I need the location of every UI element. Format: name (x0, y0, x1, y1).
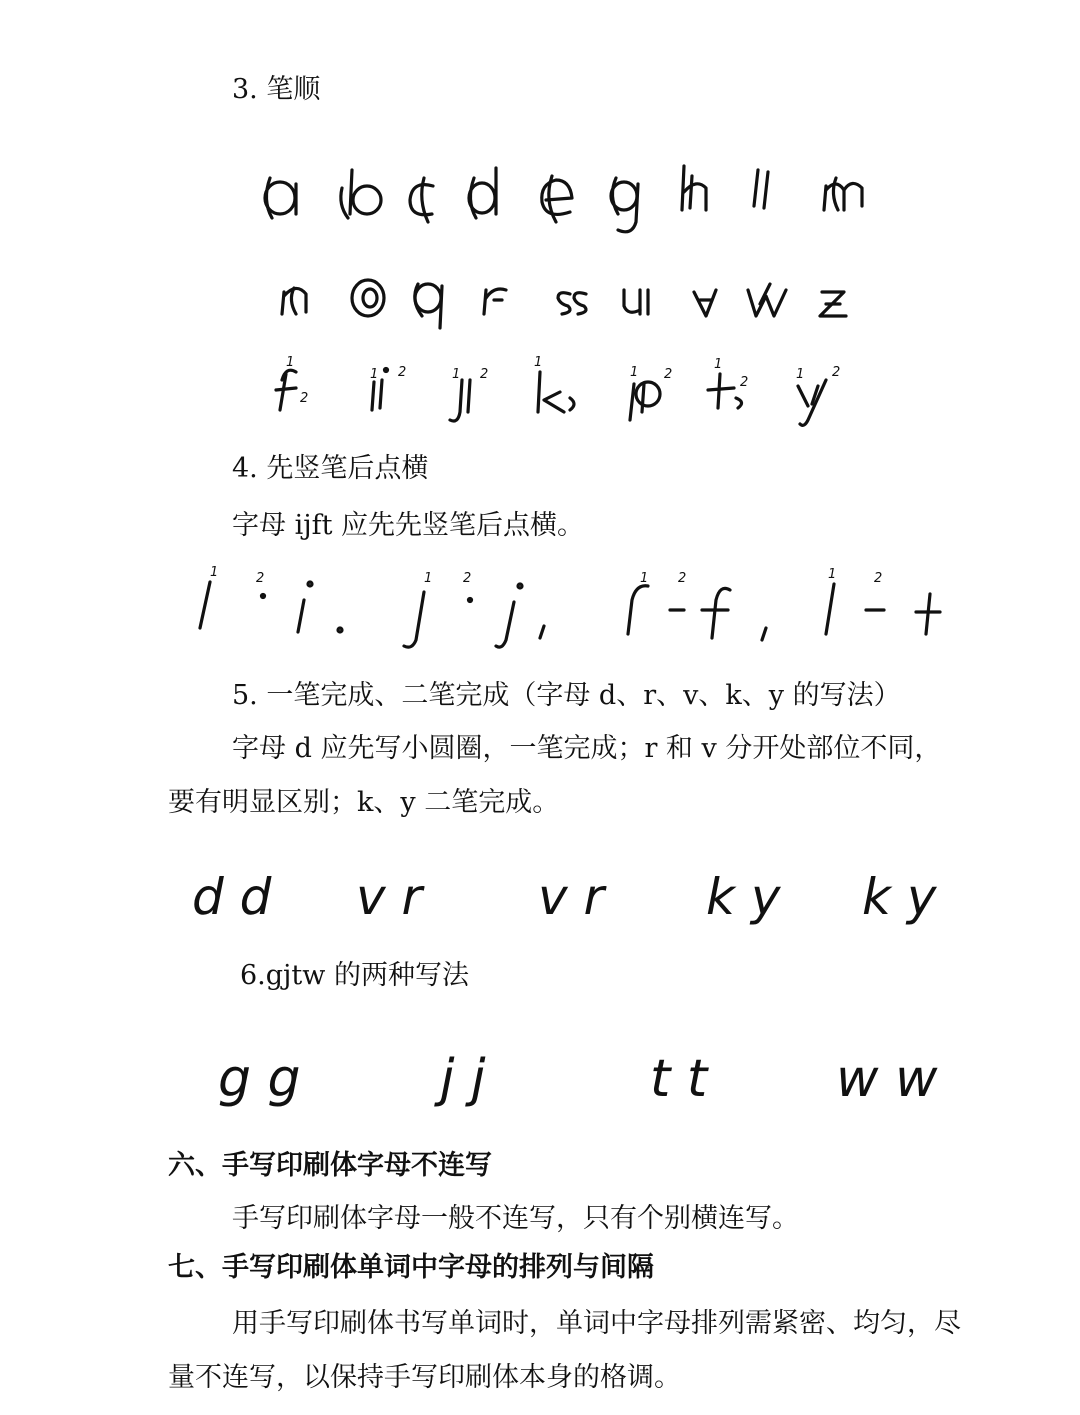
svg-text:1: 1 (714, 357, 723, 372)
section-seven-heading: 七、手写印刷体单词中字母的排列与间隔 (168, 1252, 654, 1283)
stroke-letter-w (748, 284, 786, 316)
section-seven-body-line1: 用手写印刷体书写单词时，单词中字母排列需紧密、均匀，尽 (232, 1308, 961, 1339)
svg-text:2: 2 (740, 375, 749, 390)
svg-text:1: 1 (630, 365, 639, 380)
hand-dd: d d (192, 868, 272, 926)
stroke-letter-u (624, 290, 648, 314)
stroke-letter-y (796, 365, 840, 425)
stroke-letter-v (694, 290, 716, 316)
section-5-body-line2: 要有明显区别；k、y 二笔完成。 (168, 787, 560, 818)
stroke-letter-d (469, 168, 496, 218)
stroke-letter-m (824, 178, 862, 210)
svg-text:1: 1 (828, 567, 837, 582)
stroke-letter-g (611, 178, 638, 232)
svg-text:1: 1 (370, 367, 379, 382)
section-4-body: 字母 ijft 应先先竖笔后点横。 (232, 510, 585, 541)
hand-gg: g g (218, 1049, 301, 1109)
hand-ky-2: k y (862, 868, 937, 926)
stroke-letter-s (558, 293, 586, 314)
stroke-letter-b (341, 170, 381, 218)
hand-jj: j j (440, 1049, 486, 1109)
stroke-letter-n (282, 288, 306, 314)
svg-text:2: 2 (664, 367, 673, 382)
stroke-order-illustration (0, 0, 1080, 440)
vertical-first-illustration (0, 560, 1080, 660)
svg-text:2: 2 (480, 367, 489, 382)
section-six-heading: 六、手写印刷体字母不连写 (168, 1150, 492, 1181)
stroke-letter-a (265, 178, 296, 218)
stroke-letter-r (484, 289, 506, 314)
svg-text:1: 1 (640, 571, 649, 586)
stroke-letter-l (754, 170, 768, 208)
stroke-letter-o (352, 280, 384, 316)
stroke-letter-e (542, 176, 572, 222)
section-4-heading: 4. 先竖笔后点横 (232, 453, 429, 484)
section-5-heading: 5. 一笔完成、二笔完成（字母 d、r、v、k、y 的写法） (232, 680, 901, 711)
hand-ky-1: k y (706, 868, 781, 926)
hand-vr-1: v r (356, 868, 423, 926)
stroke-letter-z (820, 292, 846, 316)
hand-vr-2: v r (538, 868, 605, 926)
svg-text:1: 1 (452, 367, 461, 382)
stroke-letter-c (410, 178, 433, 222)
hand-ww: w w (836, 1049, 938, 1109)
svg-text:2: 2 (832, 365, 841, 380)
svg-text:2: 2 (398, 365, 407, 380)
svg-text:2: 2 (678, 571, 687, 586)
section-6-heading: 6.gjtw 的两种写法 (240, 960, 469, 991)
stroke-letter-p (630, 365, 672, 420)
stroke-letter-f (276, 355, 308, 410)
stroke-letter-q (415, 284, 442, 328)
svg-text:1: 1 (210, 565, 219, 580)
svg-text:2: 2 (300, 391, 309, 406)
svg-text:1: 1 (286, 355, 295, 370)
stroke-letter-t (708, 357, 748, 408)
svg-text:2: 2 (256, 571, 265, 586)
hand-tt: t t (650, 1049, 708, 1109)
section-3-heading: 3. 笔顺 (232, 74, 321, 105)
section-5-body-line1: 字母 d 应先写小圆圈，一笔完成；r 和 v 分开处部位不同， (232, 733, 942, 764)
svg-text:2: 2 (874, 571, 883, 586)
svg-text:2: 2 (463, 571, 472, 586)
svg-text:1: 1 (534, 355, 543, 370)
section-six-body: 手写印刷体字母一般不连写，只有个别横连写。 (232, 1203, 799, 1234)
stroke-letter-k (534, 355, 574, 412)
stroke-letter-h (682, 166, 706, 210)
section-seven-body-line2: 量不连写，以保持手写印刷体本身的格调。 (168, 1362, 681, 1393)
stroke-letter-i (370, 365, 406, 410)
d-r-v-k-y-illustration (0, 860, 1080, 960)
stroke-letter-j (450, 367, 488, 421)
gjtw-illustration (0, 1040, 1080, 1130)
svg-text:1: 1 (424, 571, 433, 586)
svg-text:1: 1 (796, 367, 805, 382)
